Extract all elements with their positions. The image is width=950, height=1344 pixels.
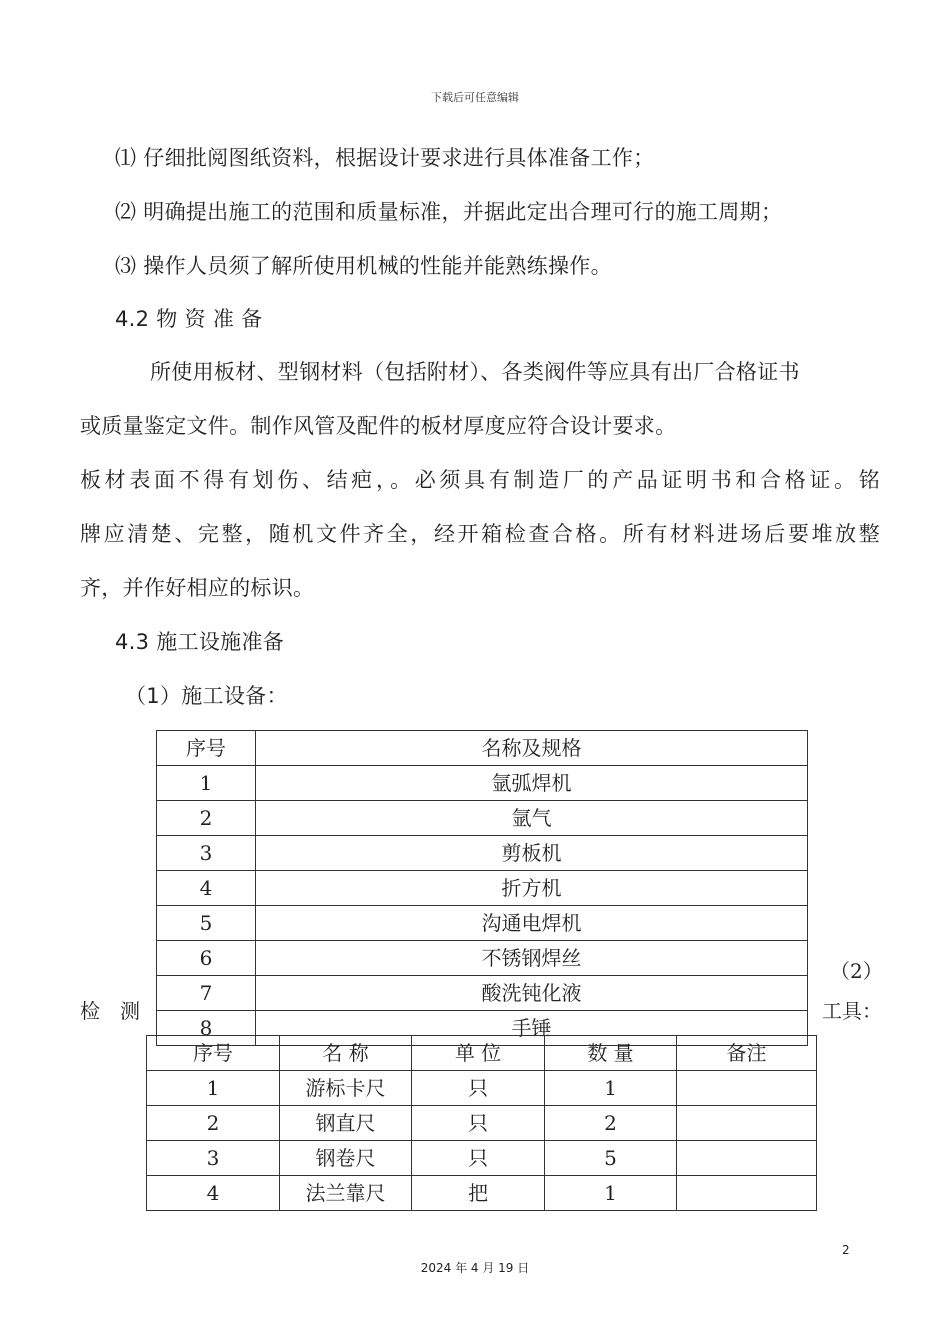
table-row [147,1106,817,1141]
section-heading-4-2: 4.2 物 资 准 备 [115,307,263,331]
table-cell: 4 [147,1176,280,1211]
table-cell: 6 [157,941,256,976]
materials-text-line-2: 或质量鉴定文件。制作风管及配件的板材厚度应符合设计要求。 [80,414,677,438]
table-cell: 酸洗钝化液 [256,976,808,1011]
tools-heading-number: （2） [830,959,883,983]
header-cell: 单 位 [412,1036,545,1071]
table-cell: 折方机 [256,871,808,906]
footer-date: 2024 年 4 月 19 日 [420,1261,530,1275]
table-cell [677,1141,817,1176]
table-cell: 不锈钢焊丝 [256,941,808,976]
table-row [157,801,808,836]
table-row [157,836,808,871]
header-cell: 数 量 [545,1036,677,1071]
table-cell: 氩气 [256,801,808,836]
prep-item-3: ⑶ 操作人员须了解所使用机械的性能并能熟练操作。 [115,254,612,278]
table-row [157,941,808,976]
surface-text-line-1: 板材表面不得有划伤、结疤，。必须具有制造厂的产品证明书和合格证。铭 [80,468,880,492]
table-cell: 手锤 [256,1011,808,1046]
table-cell: 把 [412,1176,545,1211]
table-cell [677,1071,817,1106]
table-cell: 5 [157,906,256,941]
tools-heading-left: 检 测 [80,999,140,1023]
prep-item-2: ⑵ 明确提出施工的范围和质量标准，并据此定出合理可行的施工周期； [115,200,783,224]
table-cell: 2 [157,801,256,836]
surface-text-line-3: 齐，并作好相应的标识。 [80,576,315,600]
header-cell: 备注 [677,1036,817,1071]
table-row [147,1141,817,1176]
table-row [157,871,808,906]
table-cell: 1 [545,1176,677,1211]
table-header-row [147,1036,817,1071]
table-cell: 沟通电焊机 [256,906,808,941]
table-cell: 钢直尺 [280,1106,412,1141]
table-cell: 钢卷尺 [280,1141,412,1176]
tools-heading-right: 工具： [822,999,882,1023]
table-cell: 5 [545,1141,677,1176]
table-row [147,1176,817,1211]
table-cell: 8 [157,1011,256,1046]
equipment-table [156,730,808,1046]
table-cell: 1 [157,766,256,801]
table-cell: 3 [147,1141,280,1176]
table-row [157,906,808,941]
table-cell: 4 [157,871,256,906]
header-cell: 名称及规格 [256,731,808,766]
table-cell: 1 [147,1071,280,1106]
tools-table [146,1035,817,1211]
header-note: 下载后可任意编辑 [431,91,519,104]
materials-text-line-1: 所使用板材、型钢材料（包括附材）、各类阀件等应具有出厂合格证书 [150,360,800,384]
table-cell: 1 [545,1071,677,1106]
table-row [157,766,808,801]
table-row [157,976,808,1011]
header-cell: 序号 [147,1036,280,1071]
table-cell: 2 [545,1106,677,1141]
header-cell: 名 称 [280,1036,412,1071]
table-cell [677,1106,817,1141]
table-cell: 7 [157,976,256,1011]
table-cell: 只 [412,1106,545,1141]
prep-item-1: ⑴ 仔细批阅图纸资料，根据设计要求进行具体准备工作； [115,146,655,170]
table-header-row [157,731,808,766]
table-cell: 只 [412,1071,545,1106]
table-cell: 剪板机 [256,836,808,871]
table-cell: 3 [157,836,256,871]
table-cell: 只 [412,1141,545,1176]
table-row [147,1071,817,1106]
header-cell: 序号 [157,731,256,766]
surface-text-line-2: 牌应清楚、完整，随机文件齐全，经开箱检查合格。所有材料进场后要堆放整 [80,522,880,546]
equipment-heading: （1）施工设备： [125,684,288,708]
page-number: 2 [842,1243,850,1257]
table-cell: 氩弧焊机 [256,766,808,801]
table-cell: 法兰靠尺 [280,1176,412,1211]
section-heading-4-3: 4.3 施工设施准备 [115,630,285,654]
table-cell: 游标卡尺 [280,1071,412,1106]
table-cell: 2 [147,1106,280,1141]
table-cell [677,1176,817,1211]
